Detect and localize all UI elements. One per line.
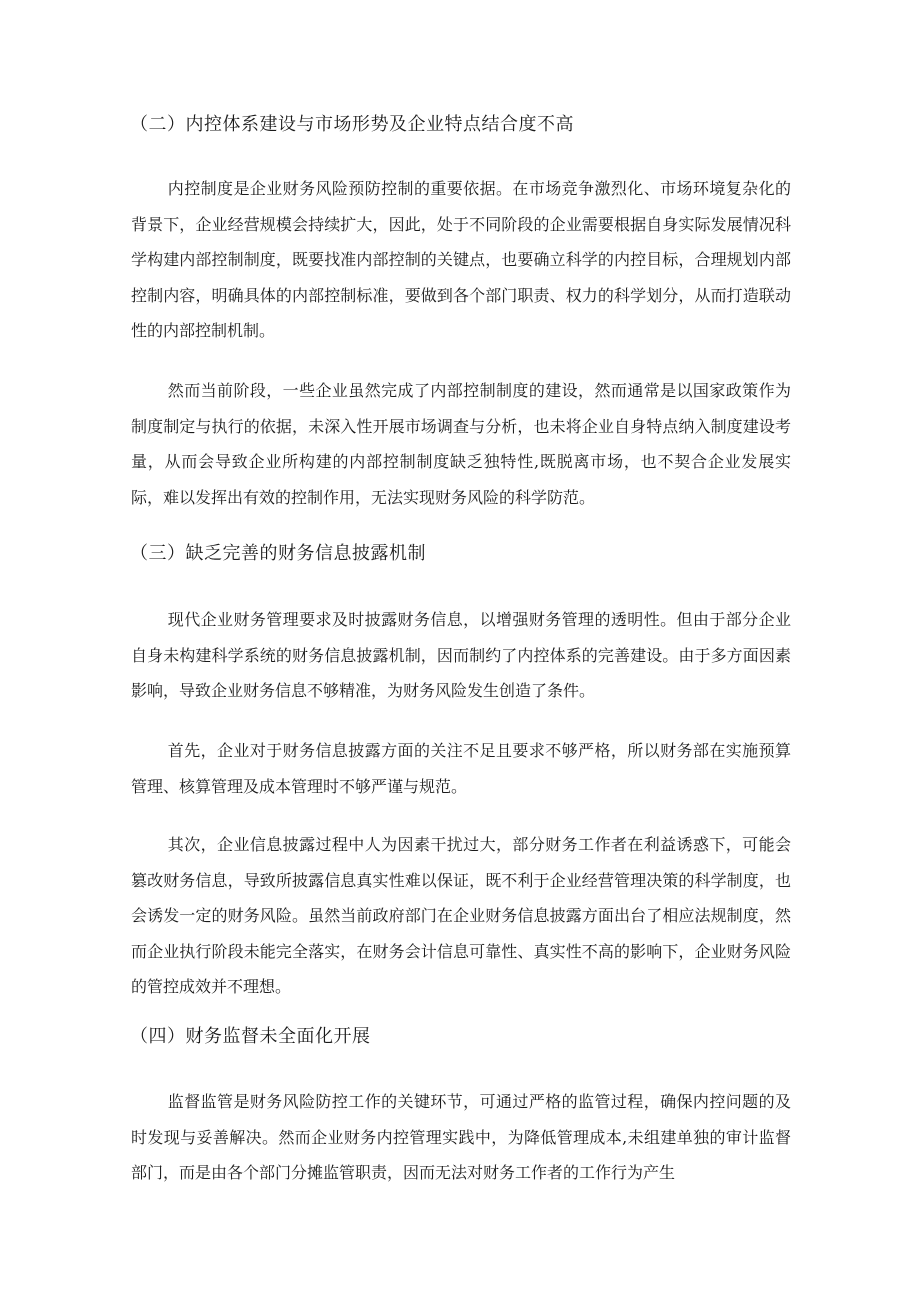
paragraph: 内控制度是企业财务风险预防控制的重要依据。在市场竞争激烈化、市场环境复杂化的背景下，企业经营规模会持续扩大，因此，处于不同阶段的企业需要根据自身实际发展情况科学构建内部控制制度，既要找准内部控制的关键点，也要确立科学的内控目标，合理规划内部控制内容，明确具体的内部控制标准，要做到各个部门职责、权力的科学划分，从而打造联动性的内部控制机制。 bbox=[131, 179, 791, 340]
section-heading-2: （二）内控体系建设与市场形势及企业特点结合度不高 bbox=[130, 114, 574, 135]
paragraph: 首先，企业对于财务信息披露方面的关注不足且要求不够严格，所以财务部在实施预算管理、核算管理及成本管理时不够严谨与规范。 bbox=[131, 741, 791, 796]
section-heading-4: （四）财务监督未全面化开展 bbox=[130, 1026, 371, 1047]
paragraph: 然而当前阶段，一些企业虽然完成了内部控制制度的建设，然而通常是以国家政策作为制度制定与执行的依据，未深入性开展市场调查与分析，也未将企业自身特点纳入制度建设考量，从而会导致企业所构建的内部控制制度缺乏独特性,既脱离市场，也不契合企业发展实际，难以发挥出有效的控制作用，无法实现财务风险的科学防范。 bbox=[131, 381, 791, 507]
paragraph: 其次，企业信息披露过程中人为因素干扰过大，部分财务工作者在利益诱惑下，可能会篡改财务信息，导致所披露信息真实性难以保证，既不利于企业经营管理决策的科学制度，也会诱发一定的财务风险。虽然当前政府部门在企业财务信息披露方面出台了相应法规制度，然而企业执行阶段未能完全落实，在财务会计信息可靠性、真实性不高的影响下，企业财务风险的管控成效并不理想。 bbox=[131, 835, 791, 996]
paragraph: 现代企业财务管理要求及时披露财务信息，以增强财务管理的透明性。但由于部分企业自身未构建科学系统的财务信息披露机制，因而制约了内控体系的完善建设。由于多方面因素影响，导致企业财务信息不够精准，为财务风险发生创造了条件。 bbox=[131, 610, 791, 700]
paragraph: 监督监管是财务风险防控工作的关键环节，可通过严格的监管过程，确保内控问题的及时发现与妥善解决。然而企业财务内控管理实践中，为降低管理成本,未组建单独的审计监督部门，而是由各个部门分摊监管职责，因而无法对财务工作者的工作行为产生 bbox=[131, 1092, 791, 1182]
section-heading-3: （三）缺乏完善的财务信息披露机制 bbox=[130, 543, 426, 564]
